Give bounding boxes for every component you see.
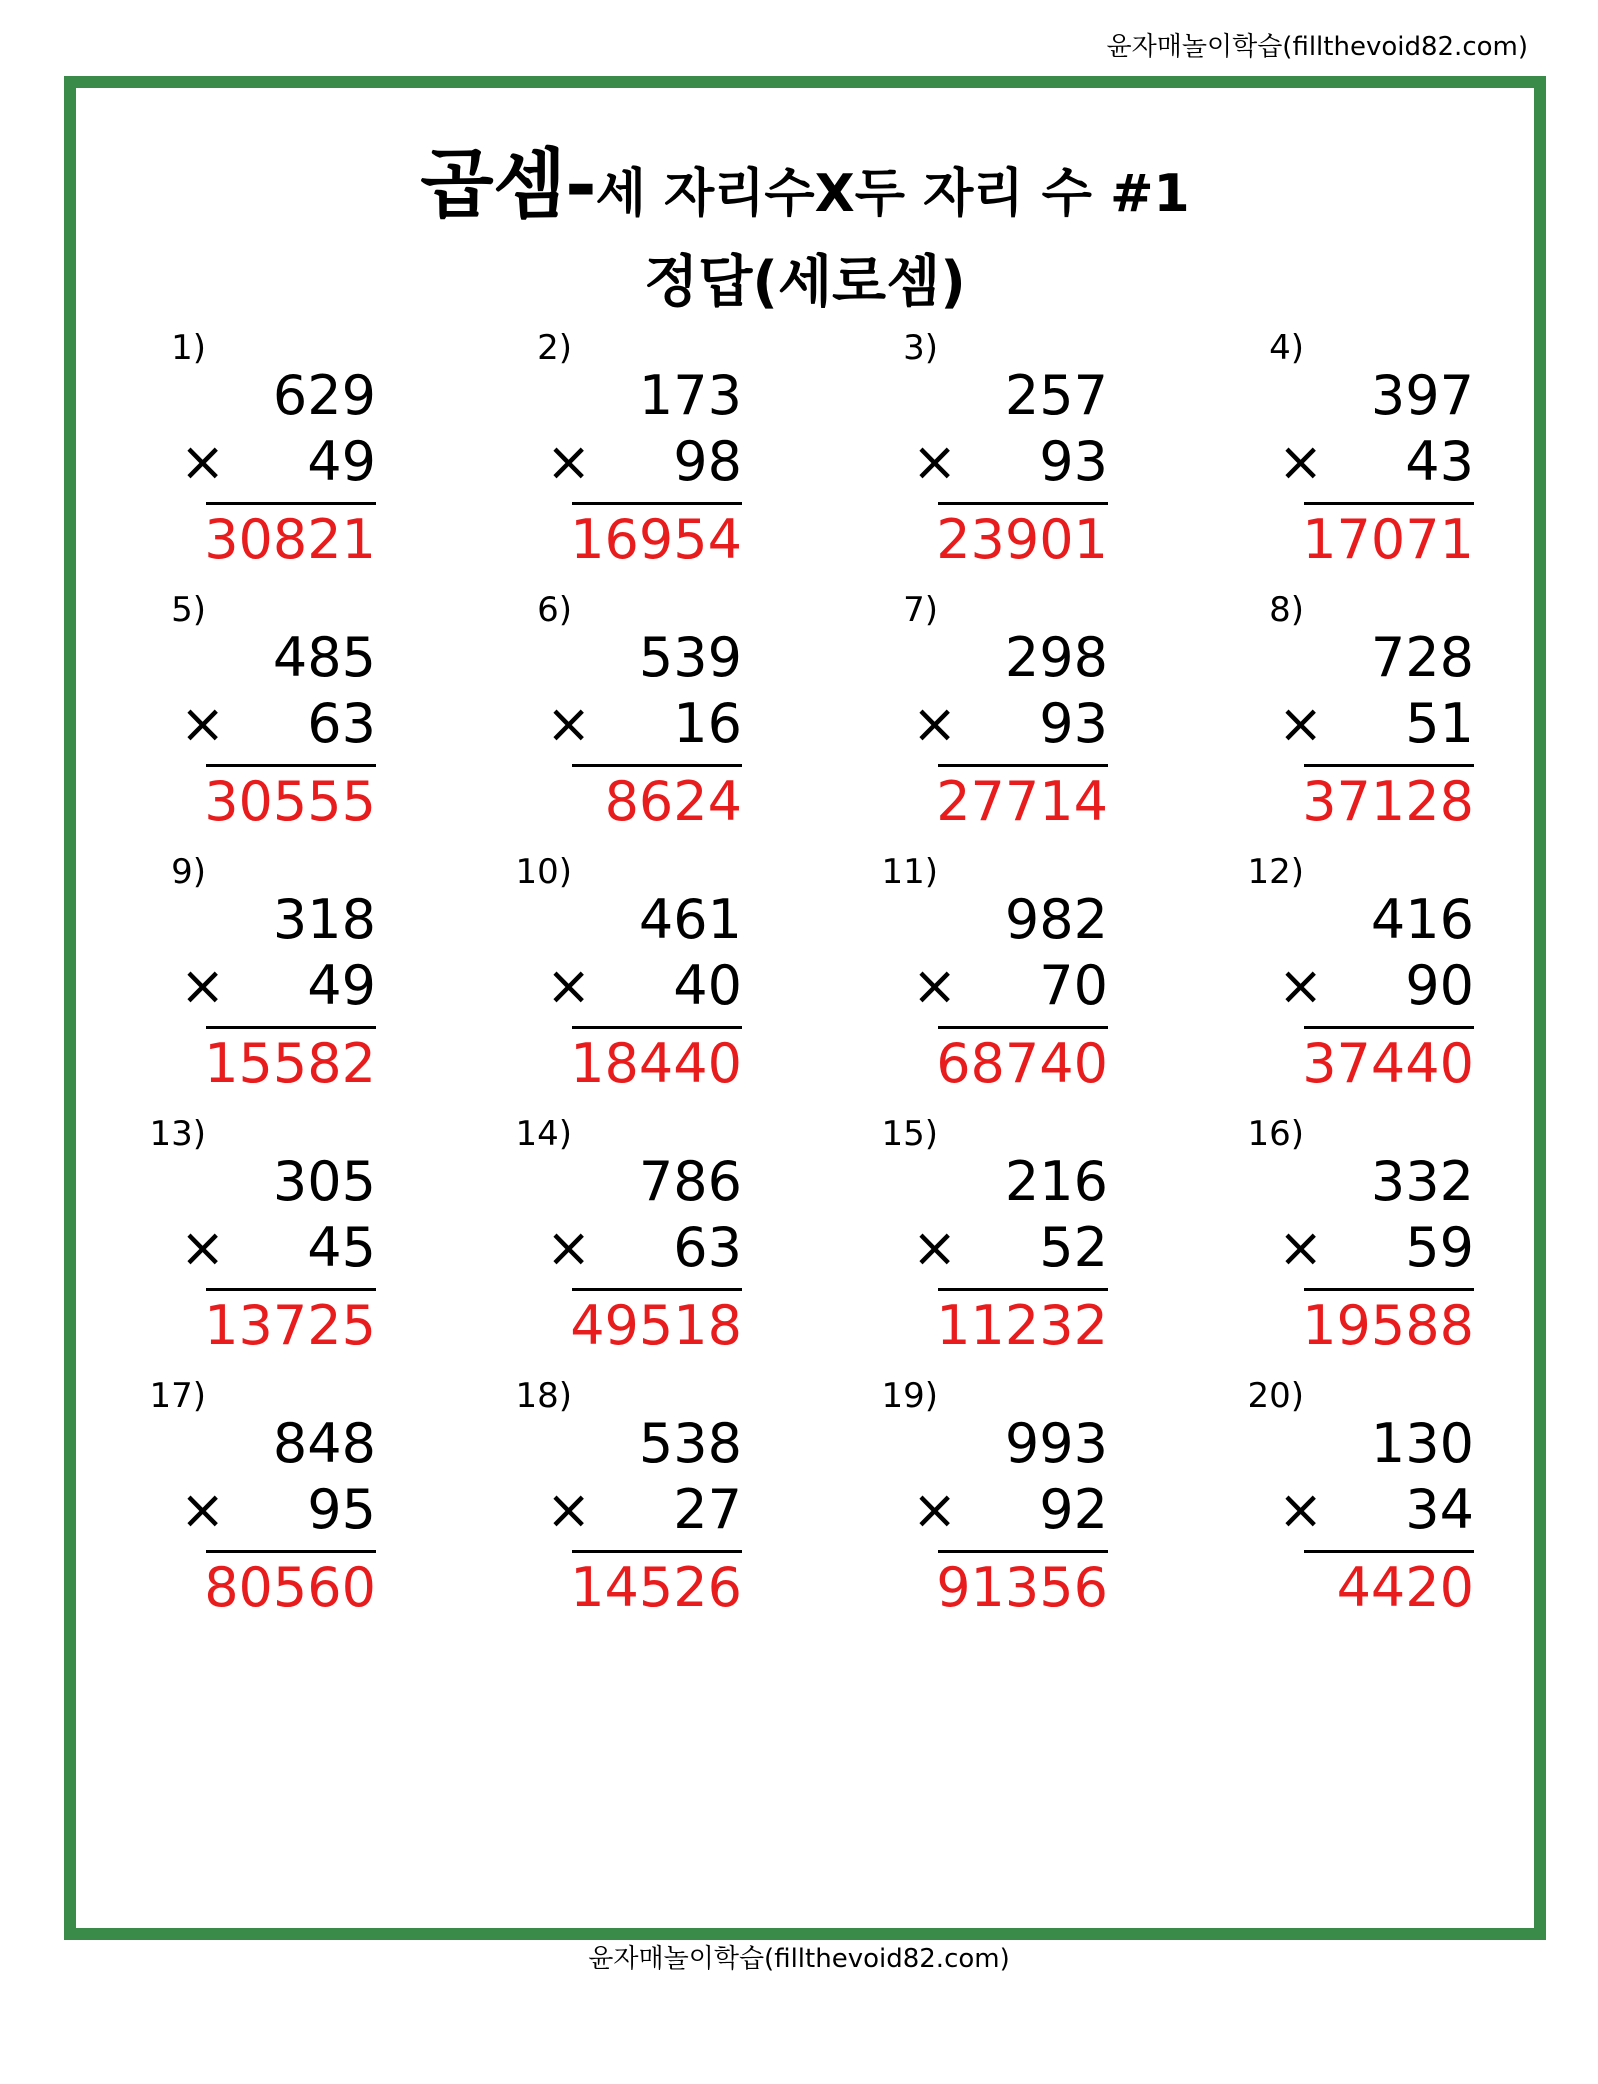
problem-14 [502,1114,742,1376]
answer-line [206,1026,376,1029]
times-sign: × [912,430,958,493]
multiplier: 34 [1405,1478,1474,1541]
times-sign: × [546,954,592,1017]
problem-number: 16) [1247,1114,1304,1154]
worksheet-subtitle: 정답(세로셈) [644,250,966,315]
problem-16 [1234,1114,1474,1376]
answer-line [1304,764,1474,767]
answer: 80560 [204,1556,376,1619]
answer: 18440 [570,1032,742,1095]
problem-11 [868,852,1108,1114]
times-sign: × [180,1478,226,1541]
problem-19 [868,1376,1108,1638]
answer: 8624 [604,770,742,833]
times-sign: × [546,1216,592,1279]
times-sign: × [1278,1216,1324,1279]
multiplicand: 257 [1004,364,1108,427]
multiplier: 43 [1405,430,1474,493]
answer: 15582 [204,1032,376,1095]
times-sign: × [180,954,226,1017]
answer: 68740 [936,1032,1108,1095]
multiplicand: 305 [272,1150,376,1213]
answer: 14526 [570,1556,742,1619]
problem-number: 9) [171,852,206,892]
problem-7 [868,590,1108,852]
problem-number: 7) [903,590,938,630]
answer: 4420 [1336,1556,1474,1619]
answer-line [1304,1550,1474,1553]
answer-line [206,1288,376,1291]
problem-number: 13) [149,1114,206,1154]
problem-number: 4) [1269,328,1304,368]
problem-5 [136,590,376,852]
problem-number: 1) [171,328,206,368]
problem-1 [136,328,376,590]
answer-line [938,502,1108,505]
multiplier: 70 [1039,954,1108,1017]
answer-line [206,502,376,505]
problem-13 [136,1114,376,1376]
problem-number: 2) [537,328,572,368]
times-sign: × [912,954,958,1017]
answer: 11232 [936,1294,1108,1357]
worksheet-frame [64,76,1546,1940]
times-sign: × [546,1478,592,1541]
answer: 30555 [204,770,376,833]
multiplier: 93 [1039,692,1108,755]
multiplicand: 332 [1370,1150,1474,1213]
multiplicand: 993 [1004,1412,1108,1475]
answer: 37128 [1302,770,1474,833]
problem-number: 14) [515,1114,572,1154]
answer: 17071 [1302,508,1474,571]
problem-number: 15) [881,1114,938,1154]
answer-line [572,1026,742,1029]
multiplicand: 461 [638,888,742,951]
answer-line [938,1026,1108,1029]
problem-number: 12) [1247,852,1304,892]
multiplicand: 130 [1370,1412,1474,1475]
multiplier: 51 [1405,692,1474,755]
answer-line [938,1550,1108,1553]
answer: 30821 [204,508,376,571]
answer: 16954 [570,508,742,571]
problem-3 [868,328,1108,590]
problem-number: 10) [515,852,572,892]
answer: 37440 [1302,1032,1474,1095]
answer-line [1304,1026,1474,1029]
times-sign: × [180,1216,226,1279]
worksheet-title [76,124,1534,233]
multiplicand: 485 [272,626,376,689]
multiplier: 49 [307,430,376,493]
title-sub: 세 자리수X두 자리 수 #1 [595,164,1190,224]
multiplier: 63 [307,692,376,755]
multiplicand: 216 [1004,1150,1108,1213]
answer-line [572,1550,742,1553]
problem-4 [1234,328,1474,590]
problem-number: 11) [881,852,938,892]
answer-line [1304,1288,1474,1291]
times-sign: × [912,1478,958,1541]
multiplier: 16 [673,692,742,755]
multiplier: 90 [1405,954,1474,1017]
problem-15 [868,1114,1108,1376]
problem-number: 17) [149,1376,206,1416]
title-main: 곱셈- [420,140,596,229]
multiplicand: 848 [272,1412,376,1475]
multiplicand: 982 [1004,888,1108,951]
times-sign: × [546,430,592,493]
problem-number: 18) [515,1376,572,1416]
multiplicand: 397 [1370,364,1474,427]
answer-line [938,764,1108,767]
multiplier: 49 [307,954,376,1017]
times-sign: × [1278,954,1324,1017]
problem-number: 6) [537,590,572,630]
multiplicand: 173 [638,364,742,427]
problem-8 [1234,590,1474,852]
multiplier: 95 [307,1478,376,1541]
header-credit: 윤자매놀이학습(fillthevoid82.com) [1106,32,1528,62]
problem-9 [136,852,376,1114]
multiplier: 63 [673,1216,742,1279]
multiplier: 52 [1039,1216,1108,1279]
times-sign: × [180,692,226,755]
answer: 19588 [1302,1294,1474,1357]
problem-number: 3) [903,328,938,368]
problem-20 [1234,1376,1474,1638]
answer-line [572,1288,742,1291]
multiplicand: 629 [272,364,376,427]
answer: 13725 [204,1294,376,1357]
multiplicand: 318 [272,888,376,951]
multiplier: 92 [1039,1478,1108,1541]
multiplicand: 298 [1004,626,1108,689]
multiplicand: 539 [638,626,742,689]
multiplier: 59 [1405,1216,1474,1279]
multiplier: 93 [1039,430,1108,493]
answer-line [572,764,742,767]
problem-number: 8) [1269,590,1304,630]
times-sign: × [180,430,226,493]
times-sign: × [1278,430,1324,493]
multiplier: 45 [307,1216,376,1279]
multiplier: 98 [673,430,742,493]
times-sign: × [1278,692,1324,755]
problem-10 [502,852,742,1114]
answer-line [572,502,742,505]
footer-credit: 윤자매놀이학습(fillthevoid82.com) [588,1944,1010,1974]
problem-17 [136,1376,376,1638]
answer: 91356 [936,1556,1108,1619]
problem-number: 20) [1247,1376,1304,1416]
answer: 27714 [936,770,1108,833]
answer-line [1304,502,1474,505]
answer: 49518 [570,1294,742,1357]
problem-18 [502,1376,742,1638]
problem-number: 19) [881,1376,938,1416]
times-sign: × [912,1216,958,1279]
answer: 23901 [936,508,1108,571]
answer-line [938,1288,1108,1291]
multiplicand: 538 [638,1412,742,1475]
problem-2 [502,328,742,590]
answer-line [206,1550,376,1553]
times-sign: × [1278,1478,1324,1541]
multiplicand: 786 [638,1150,742,1213]
problem-6 [502,590,742,852]
times-sign: × [546,692,592,755]
multiplier: 27 [673,1478,742,1541]
multiplicand: 728 [1370,626,1474,689]
problem-number: 5) [171,590,206,630]
problem-12 [1234,852,1474,1114]
answer-line [206,764,376,767]
multiplicand: 416 [1370,888,1474,951]
times-sign: × [912,692,958,755]
multiplier: 40 [673,954,742,1017]
